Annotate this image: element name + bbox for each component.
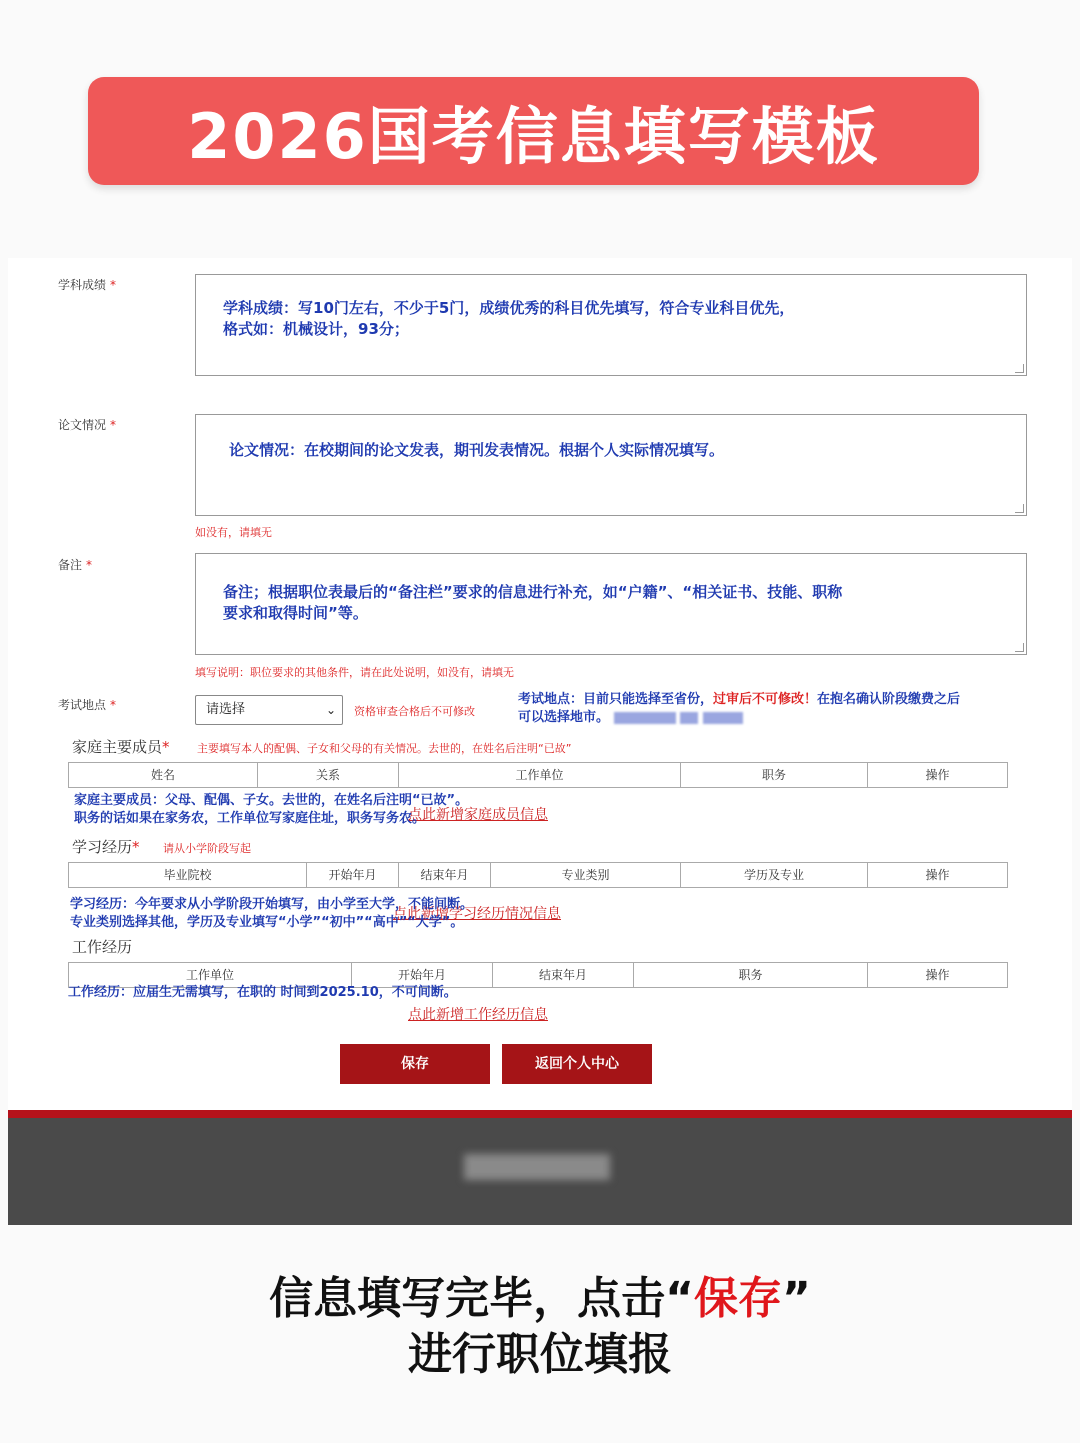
redacted-text xyxy=(703,712,743,724)
exam-location-lock-hint: 资格审查合格后不可修改 xyxy=(354,705,475,718)
redacted-text xyxy=(614,712,676,724)
column-header: 操作 xyxy=(925,868,950,882)
add-family-member-link[interactable]: 点此新增家庭成员信息 xyxy=(408,807,548,823)
grades-label: 学科成绩 * xyxy=(58,278,117,292)
remarks-label: 备注 * xyxy=(58,558,93,572)
column-header: 毕业院校 xyxy=(69,863,307,887)
resize-grip-icon[interactable] xyxy=(1015,504,1024,513)
column-header: 工作单位 xyxy=(399,763,681,787)
resize-grip-icon[interactable] xyxy=(1015,364,1024,373)
column-header: 操作 xyxy=(925,768,950,782)
thesis-label: 论文情况 * xyxy=(58,418,117,432)
work-annotation: 工作经历：应届生无需填写，在职的 时间到2025.10，不可间断。 xyxy=(68,985,457,1000)
save-button[interactable]: 保存 xyxy=(340,1044,490,1084)
banner-title: 2026国考信息填写模板 xyxy=(187,99,880,173)
remarks-hint: 填写说明：职位要求的其他条件，请在此处说明，如没有，请填无 xyxy=(195,666,514,679)
exam-location-annotation: 考试地点：目前只能选择至省份，过审后不可修改！在抱名确认阶段缴费之后 可以选择地市。 xyxy=(518,692,961,725)
thesis-hint: 如没有，请填无 xyxy=(195,526,272,539)
redacted-text xyxy=(680,712,698,724)
column-header: 职务 xyxy=(681,763,868,787)
resize-grip-icon[interactable] xyxy=(1015,643,1024,652)
column-header: 关系 xyxy=(258,763,399,787)
redacted-footer-text xyxy=(464,1154,610,1180)
exam-location-label: 考试地点 * xyxy=(58,698,117,712)
column-header: 结束年月 xyxy=(399,863,491,887)
column-header: 学历及专业 xyxy=(681,863,868,887)
back-to-profile-button[interactable]: 返回个人中心 xyxy=(502,1044,652,1084)
column-header: 专业类别 xyxy=(491,863,681,887)
work-section-title: 工作经历 xyxy=(72,938,133,956)
study-table-header xyxy=(68,862,1008,888)
add-study-record-link[interactable]: 点此新增学习经历情况信息 xyxy=(393,906,561,922)
thesis-textarea[interactable] xyxy=(195,414,1027,516)
column-header: 工作单位 xyxy=(69,963,352,987)
thesis-annotation: 论文情况：在校期间的论文发表，期刊发表情况。根据个人实际情况填写。 xyxy=(229,441,725,459)
footer-divider xyxy=(8,1110,1072,1118)
remarks-annotation: 备注；根据职位表最后的“备注栏”要求的信息进行补充，如“户籍”、“相关证书、技能、职称 要求和取得时间”等。 xyxy=(223,583,843,622)
family-hint: 主要填写本人的配偶、子女和父母的有关情况。去世的，在姓名后注明“已故” xyxy=(197,742,572,755)
column-header: 姓名 xyxy=(69,763,258,787)
family-table-header xyxy=(68,762,1008,788)
exam-location-select[interactable]: 请选择 ⌄ xyxy=(195,695,343,725)
column-header: 开始年月 xyxy=(352,963,493,987)
column-header: 职务 xyxy=(634,963,868,987)
caption-line-1: 信息填写完毕，点击“保存” xyxy=(269,1273,811,1324)
family-annotation: 家庭主要成员：父母、配偶、子女。去世的，在姓名后注明“已故”。 职务的话如果在家务农，工作单位写家庭住址，职务写务农。 xyxy=(74,793,469,826)
grades-annotation: 学科成绩：写10门左右，不少于5门，成绩优秀的科目优先填写，符合专业科目优先， 格式如：机械设计，93分； xyxy=(223,299,795,338)
study-annotation: 学习经历：今年要求从小学阶段开始填写，由小学至大学，不能间断。 专业类别选择其他，学历及专业填写“小学”“初中”“高中”“大学”。 xyxy=(70,897,474,930)
column-header: 开始年月 xyxy=(307,863,399,887)
family-section-title: 家庭主要成员* xyxy=(72,738,170,756)
column-header: 操作 xyxy=(925,968,950,982)
add-work-record-link[interactable]: 点此新增工作经历信息 xyxy=(408,1007,548,1023)
caption-line-2: 进行职位填报 xyxy=(408,1329,672,1380)
column-header: 结束年月 xyxy=(493,963,634,987)
chevron-down-icon: ⌄ xyxy=(325,703,336,717)
study-hint: 请从小学阶段写起 xyxy=(163,842,251,855)
title-banner xyxy=(88,77,979,185)
study-section-title: 学习经历* xyxy=(72,838,140,856)
